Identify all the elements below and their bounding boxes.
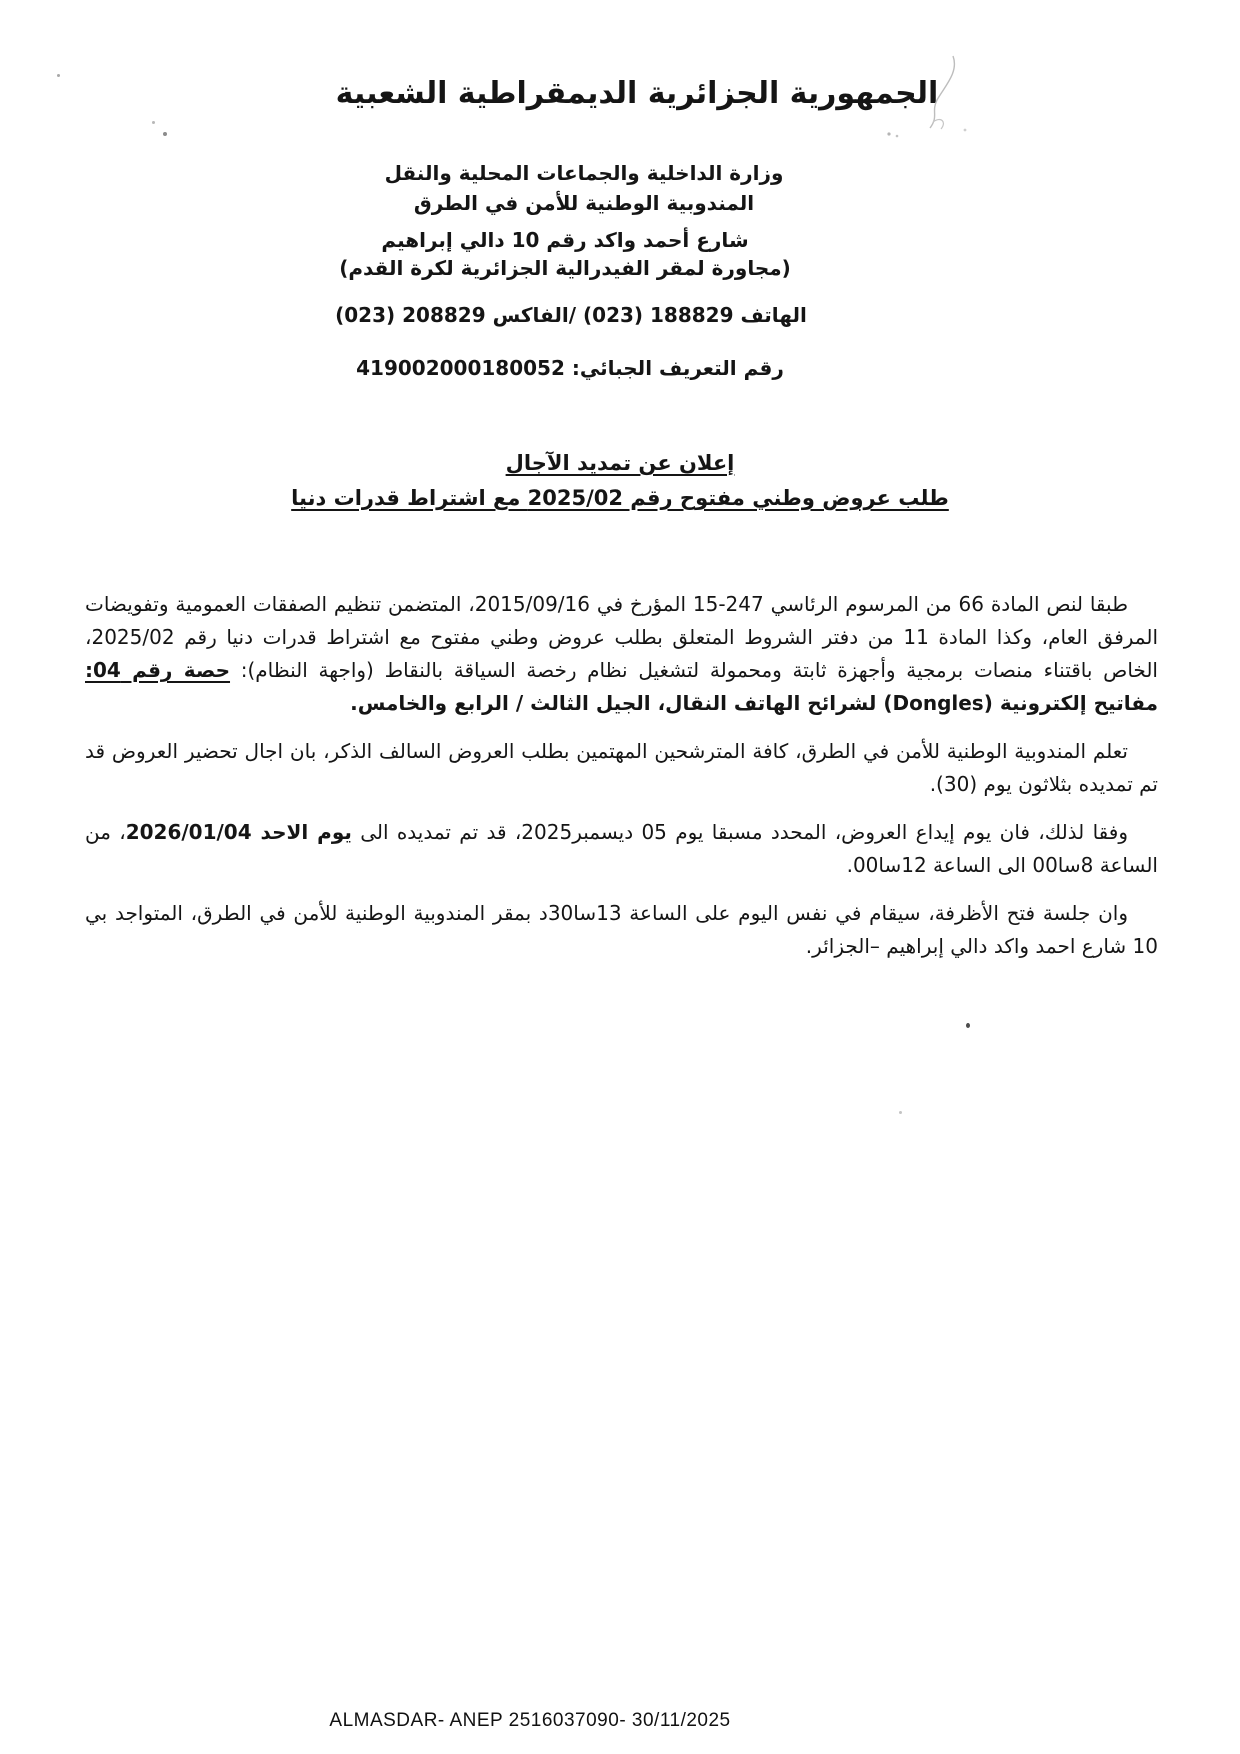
paragraph-extension-notice: تعلم المندوبية الوطنية للأمن في الطرق، كافة المترشحين المهتمين بطلب العروض السالف الذكر، بان اجال تحضير العروض قد تم تمديده بثلاثون يوم (30). — [85, 739, 1158, 796]
announcement-title — [0, 446, 1240, 516]
scan-speck — [163, 132, 167, 136]
announcement-title-line-1: إعلان عن تمديد الآجال — [505, 451, 735, 475]
paragraph-legal-basis: طبقا لنص المادة 66 من المرسوم الرئاسي 247-15 المؤرخ في 2015/09/16، المتضمن تنظيم الصفقات العمومية وتفويضات المرفق العام، وكذا المادة 11 من دفتر الشروط المتعلق بطلب عروض وطني مفتوح مع اشتراط قدرات دنيا رقم 2025/02، الخاص باقتناء منصات برمجية وأجهزة ثابتة ومحمولة لتشغيل نظام رخصة السياقة بالنقاط (واجهة النظام): حصة رقم 04: مفاتيح إلكترونية (Dongles) لشرائح الهاتف النقال، الجيل الثالث / الرابع والخامس. — [85, 592, 1159, 715]
scan-speck — [899, 1111, 902, 1114]
ministry-line: وزارة الداخلية والجماعات المحلية والنقل — [384, 161, 784, 185]
phone-fax-line: الهاتف 188829 (023) /الفاكس 208829 (023) — [335, 303, 807, 327]
ministry-block — [0, 158, 1204, 218]
paragraph-new-deadline: وفقا لذلك، فان يوم إيداع العروض، المحدد مسبقا يوم 05 ديسمبر2025، قد تم تمديده الى يوم الاحد 2026/01/04، من الساعة 8سا00 الى الساعة 12سا00. — [85, 820, 1158, 877]
document-body — [85, 588, 1158, 978]
anep-footer: ALMASDAR- ANEP 2516037090- 30/11/2025 — [329, 1710, 731, 1731]
paragraph-opening-session: وان جلسة فتح الأظرفة، سيقام في نفس اليوم على الساعة 13سا30د بمقر المندوبية الوطنية للأمن في الطرق، المتواجد بي 10 شارع احمد واكد دالي إبراهيم –الجزائر. — [85, 901, 1158, 958]
address-block — [0, 226, 1185, 282]
scan-speck — [152, 121, 155, 124]
address-line-1: شارع أحمد واكد رقم 10 دالي إبراهيم — [381, 228, 749, 252]
republic-title: الجمهورية الجزائرية الديمقراطية الشعبية — [335, 76, 939, 111]
address-line-2: (مجاورة لمقر الفيدرالية الجزائرية لكرة القدم) — [339, 256, 791, 280]
announcement-title-line-2: طلب عروض وطني مفتوح رقم 2025/02 مع اشتراط قدرات دنيا — [291, 486, 949, 510]
delegation-line: المندوبية الوطنية للأمن في الطرق — [413, 191, 755, 215]
scan-speck — [966, 1023, 970, 1028]
tax-id-line: رقم التعريف الجبائي: 419002000180052 — [356, 356, 784, 380]
